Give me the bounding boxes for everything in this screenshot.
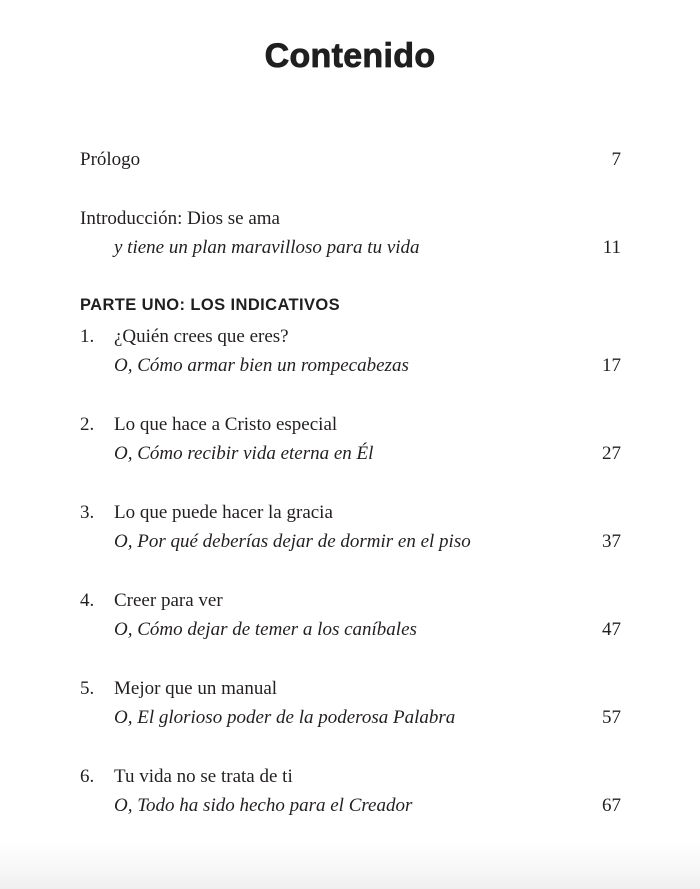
chapter-number: 2. [80,414,95,435]
page-number: 67 [602,795,621,816]
page-number: 57 [602,707,621,728]
page-number: 27 [602,443,621,464]
chapter-number: 1. [80,326,95,347]
page-number: 7 [611,149,621,170]
page-number: 37 [602,531,621,552]
toc-entry-introduccion [80,204,621,262]
toc-entry-chapter-1 [80,322,621,380]
chapter-title: Lo que puede hacer la gracia [114,502,333,523]
chapter-title: Tu vida no se trata de ti [114,766,293,787]
page-title: Contenido [264,36,436,75]
toc-entry-prologo [80,145,621,174]
chapter-number: 5. [80,678,95,699]
page-number: 47 [602,619,621,640]
chapter-number: 3. [80,502,95,523]
chapter-subtitle: O, Por qué deberías dejar de dormir en el piso [114,531,471,552]
chapter-title: Lo que hace a Cristo especial [114,414,338,435]
chapter-subtitle: O, Todo ha sido hecho para el Creador [114,795,413,816]
toc-entry-chapter-3 [80,498,621,556]
chapter-title: Creer para ver [114,590,223,611]
chapter-subtitle: O, Cómo dejar de temer a los caníbales [114,619,417,640]
chapter-number: 4. [80,590,95,611]
part-heading: PARTE UNO: LOS INDICATIVOS [80,296,341,314]
chapter-number: 6. [80,766,95,787]
chapter-title: ¿Quién crees que eres? [114,326,289,347]
toc-entry-chapter-6 [80,762,621,820]
entry-title: Prólogo [80,149,141,170]
chapter-subtitle: O, Cómo armar bien un rompecabezas [114,355,409,376]
toc-entry-chapter-2 [80,410,621,468]
entry-subtitle: y tiene un plan maravilloso para tu vida [114,237,420,258]
page-number: 11 [602,237,621,258]
toc-entry-chapter-4 [80,586,621,644]
chapter-title: Mejor que un manual [114,678,278,699]
chapter-subtitle: O, El glorioso poder de la poderosa Palabra [114,707,456,728]
toc-entry-chapter-5 [80,674,621,732]
chapter-subtitle: O, Cómo recibir vida eterna en Él [114,443,374,464]
page-number: 17 [602,355,621,376]
entry-title: Introducción: Dios se ama [80,208,280,229]
